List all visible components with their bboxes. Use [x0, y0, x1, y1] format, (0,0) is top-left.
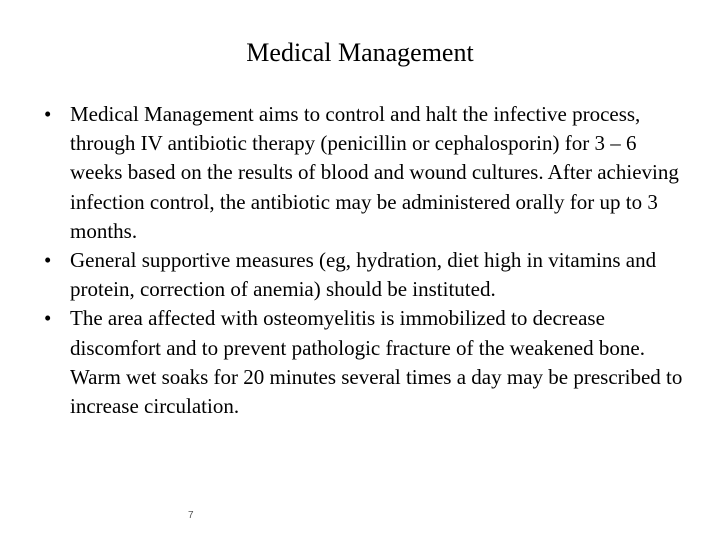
bullet-item-supportive-measures	[44, 246, 684, 304]
bullet-text: The area affected with osteomyelitis is immobilized to decrease discomfort and to prevent pathologic fracture of the weakened bone. Warm wet soaks for 20 minutes several times a day may be prescribed to increase circulation.	[70, 306, 683, 419]
bullet-marker: •	[44, 306, 52, 331]
page-number: 7	[188, 510, 194, 521]
bullet-item-antibiotic-therapy	[44, 100, 684, 246]
bullet-text: General supportive measures (eg, hydration, diet high in vitamins and protein, correction of anemia) should be instituted.	[70, 248, 657, 302]
slide-title: Medical Management	[246, 38, 474, 67]
bullet-text: Medical Management aims to control and halt the infective process, through IV antibiotic therapy (penicillin or cephalosporin) for 3 – 6 weeks based on the results of blood and wound cultures. After achieving infection control, the antibiotic may be administered orally for up to 3 months.	[70, 102, 679, 243]
bullet-marker: •	[44, 102, 52, 126]
bullet-item-immobilization	[44, 304, 684, 421]
bullet-marker: •	[44, 248, 52, 273]
bullet-list	[44, 100, 684, 421]
